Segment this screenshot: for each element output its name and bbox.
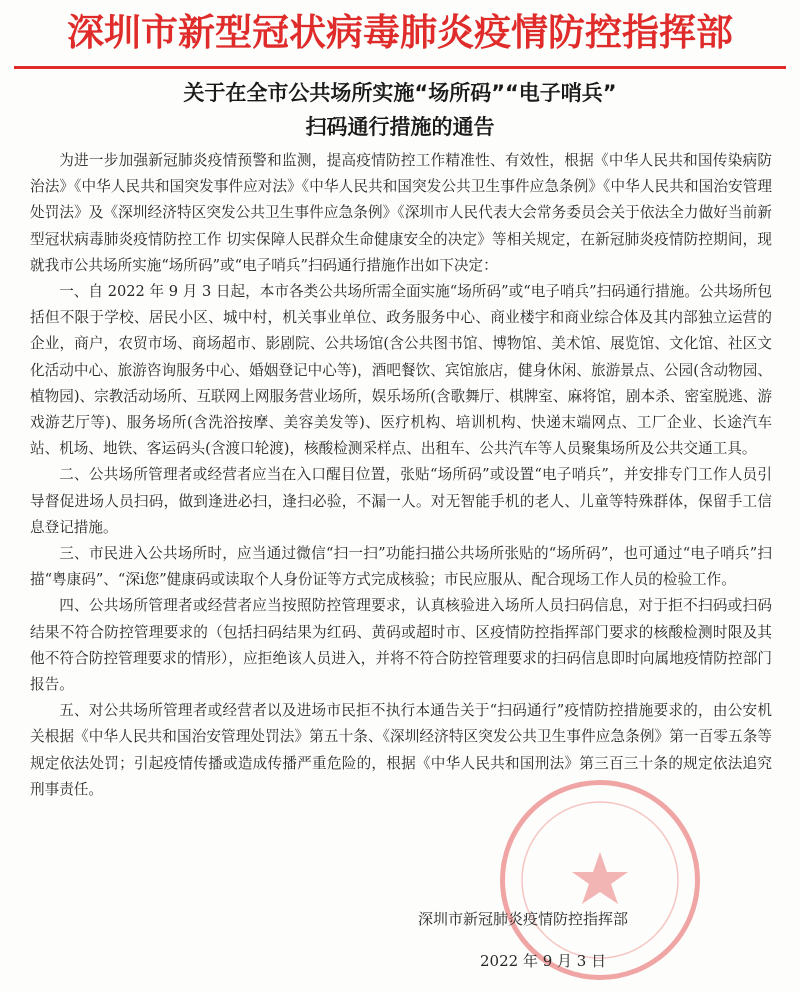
signing-organization: 深圳市新冠肺炎疫情防控指挥部	[418, 910, 629, 928]
clause-1-paragraph: 一、自 2022 年 9 月 3 日起，本市各类公共场所需全面实施“场所码”或“电子哨兵”扫码通行措施。公共场所包括但不限于学校、居民小区、城中村，机关事业单位、政务服务中心、商业楼宇和商业综合体及其内部独立运营的企业，商户，农贸市场、商场超市、影剧院、公共场馆(含公共图书馆、博物馆、美术馆、展览馆、文化馆、社区文化活动中心、旅游咨询服务中心、婚姻登记中心等)，酒吧餐饮、宾馆旅店，健身休闲、旅游景点、公园(含动物园、植物园)、宗教活动场所、互联网上网服务营业场所，娱乐场所(含歌舞厅、棋牌室、麻将馆，剧本杀、密室脱逃、游戏游艺厅等)、服务场所(含洗浴按摩、美容美发等)、医疗机构、培训机构、快递末端网点、工厂企业、长途汽车站、机场、地铁、客运码头(含渡口轮渡)，核酸检测采样点、出租车、公共汽车等人员聚集场所及公共交通工具。	[30, 283, 772, 458]
notice-title	[0, 76, 800, 144]
clause-5-paragraph: 五、对公共场所管理者或经营者以及进场市民拒不执行本通告关于“扫码通行”疫情防控措施要求的，由公安机关根据《中华人民共和国治安管理处罚法》第五十条、《深圳经济特区突发公共卫生事件应急条例》第一百零五条等规定依法处罚；引起疫情传播或造成传播严重危险的，根据《中华人民共和国刑法》第三百三十条的规定依法追究刑事责任。	[30, 702, 772, 798]
clause-4-paragraph: 四、公共场所管理者或经营者应当按照防控管理要求，认真核验进入场所人员扫码信息，对于拒不扫码或扫码结果不符合防控管理要求的（包括扫码结果为红码、黄码或超时市、区疫情防控指挥部门要求的核酸检测时限及其他不符合防控管理要求的情形），应拒绝该人员进入，并将不符合防控管理要求的扫码信息即时向属地疫情防控部门报告。	[30, 597, 772, 694]
notice-title-line-2: 扫码通行措施的通告	[305, 115, 495, 139]
preamble-paragraph: 为进一步加强新冠肺炎疫情预警和监测，提高疫情防控工作精准性、有效性，根据《中华人民共和国传染病防治法》《中华人民共和国突发事件应对法》《中华人民共和国突发公共卫生事件应急条例》《中华人民共和国治安管理处罚法》及《深圳经济特区突发公共卫生事件应急条例》《深圳市人民代表大会常务委员会关于依法全力做好当前新型冠状病毒肺炎疫情防控工作 切实保障人民群众生命健康安全的决定》等相关规定，在新冠肺炎疫情防控期间，现就我市公共场所实施“场所码”或“电子哨兵”扫码通行措施作出如下决定：	[30, 152, 772, 274]
signing-date: 2022 年 9 月 3 日	[480, 952, 607, 970]
issuer-name: 深圳市新型冠状病毒肺炎疫情防控指挥部	[67, 10, 733, 54]
notice-body	[30, 148, 772, 803]
notice-title-line-1: 关于在全市公共场所实施“场所码”“电子哨兵”	[183, 81, 617, 105]
clause-3-paragraph: 三、市民进入公共场所时，应当通过微信“扫一扫”功能扫描公共场所张贴的“场所码”，也可通过“电子哨兵”扫描“粤康码”、“深i您”健康码或读取个人身份证等方式完成核验；市民应服从、配合现场工作人员的检验工作。	[30, 545, 772, 589]
document-header	[0, 0, 800, 68]
red-divider-line	[14, 66, 786, 69]
clause-2-paragraph: 二、公共场所管理者或经营者应当在入口醒目位置，张贴“场所码”或设置“电子哨兵”，并安排专门工作人员引导督促进场人员扫码，做到逢进必扫，逢扫必验，不漏一人。对无智能手机的老人、儿童等特殊群体，保留手工信息登记措施。	[30, 466, 772, 536]
